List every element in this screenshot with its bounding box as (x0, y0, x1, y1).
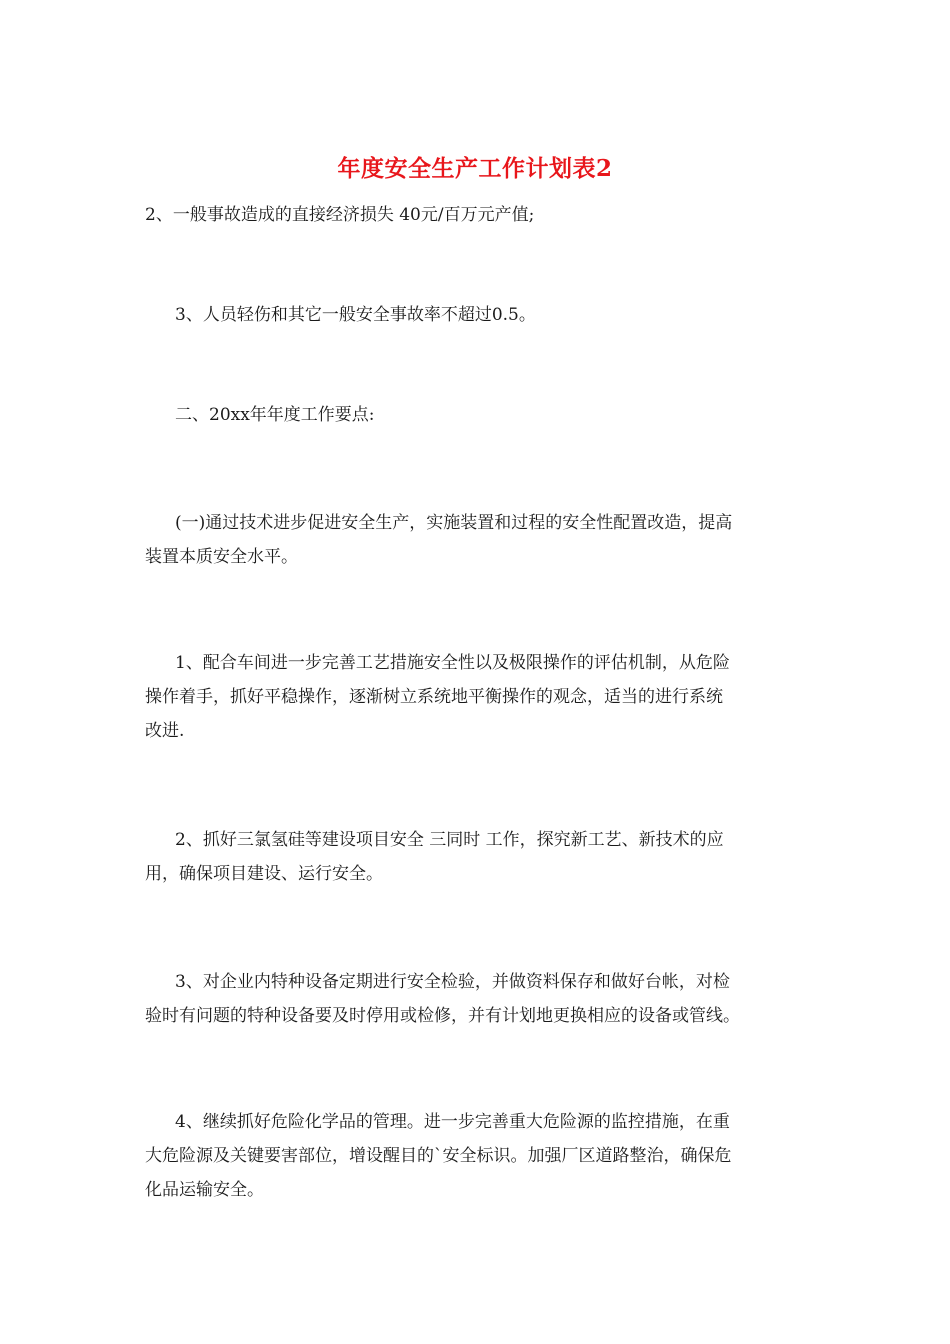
paragraph-line: 用，确保项目建设、运行安全。 (145, 864, 383, 884)
paragraph-item-2 (145, 823, 810, 891)
paragraph-line: 改进. (145, 721, 185, 741)
paragraph-line: 大危险源及关键要害部位，增设醒目的`安全标识。加强厂区道路整治，确保危 (145, 1146, 732, 1166)
paragraph-line: 操作着手，抓好平稳操作，逐渐树立系统地平衡操作的观念，适当的进行系统 (145, 687, 723, 707)
paragraph-line: 3、人员轻伤和其它一般安全事故率不超过0.5。 (175, 305, 536, 325)
paragraph-injury-target (145, 298, 810, 332)
paragraph-loss-target (145, 198, 810, 232)
paragraph-line: 2、抓好三氯氢硅等建设项目安全 三同时 工作，探究新工艺、新技术的应 (175, 830, 724, 850)
document-title: 年度安全生产工作计划表2 (337, 155, 613, 182)
paragraph-line: 4、继续抓好危险化学品的管理。进一步完善重大危险源的监控措施，在重 (175, 1112, 730, 1132)
paragraph-line: 验时有问题的特种设备要及时停用或检修，并有计划地更换相应的设备或管线。 (145, 1006, 740, 1026)
paragraph-line: 装置本质安全水平。 (145, 547, 298, 567)
paragraph-line: 3、对企业内特种设备定期进行安全检验，并做资料保存和做好台帐，对检 (175, 972, 730, 992)
paragraph-item-4 (145, 1105, 810, 1207)
paragraph-tech-progress (145, 506, 810, 574)
paragraph-line: 化品运输安全。 (145, 1180, 264, 1200)
section-heading-work-points (145, 398, 810, 432)
paragraph-line: 1、配合车间进一步完善工艺措施安全性以及极限操作的评估机制，从危险 (175, 653, 730, 673)
paragraph-item-3 (145, 965, 810, 1033)
paragraph-line: (一)通过技术进步促进安全生产，实施装置和过程的安全性配置改造，提高 (175, 513, 733, 533)
paragraph-line: 2、一般事故造成的直接经济损失 40元/百万元产值; (145, 205, 535, 225)
paragraph-line: 二、20xx年年度工作要点: (175, 405, 375, 425)
paragraph-item-1 (145, 646, 810, 748)
